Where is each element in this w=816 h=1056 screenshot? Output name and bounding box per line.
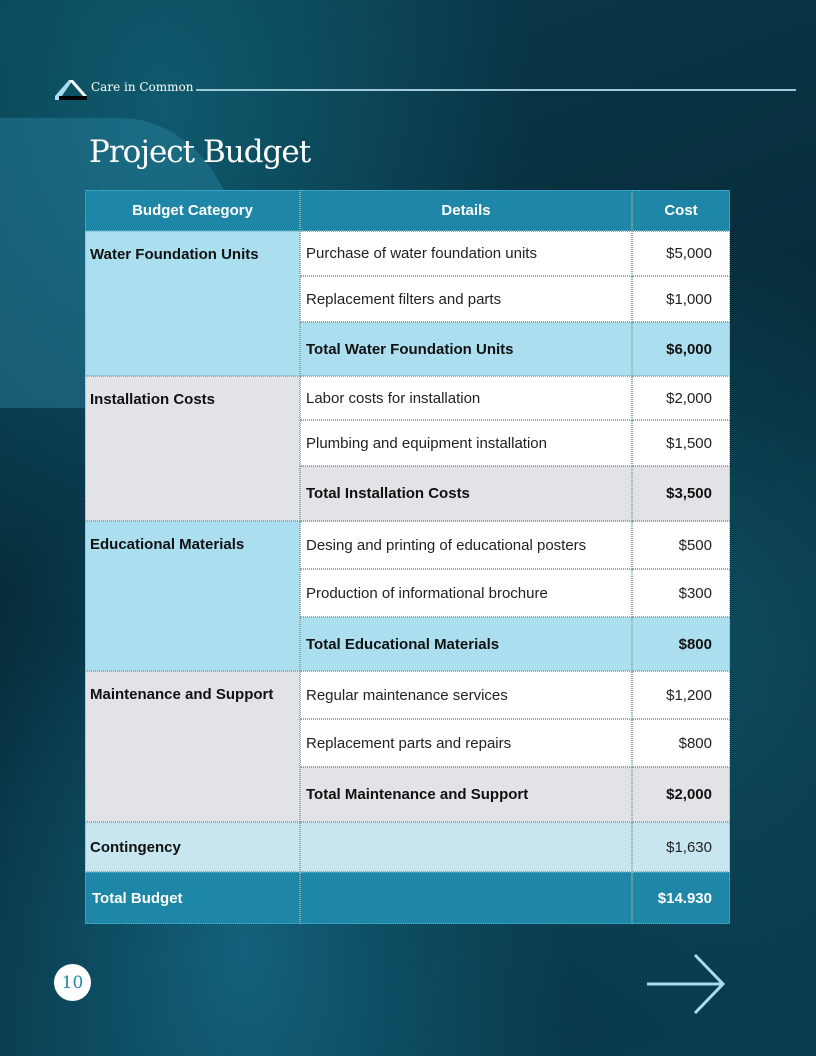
header-divider — [196, 89, 796, 91]
budget-group — [85, 521, 730, 671]
table-row — [300, 719, 730, 767]
contingency-cost: $1,630 — [632, 822, 730, 872]
contingency-detail — [300, 822, 632, 872]
cost-cell: $500 — [632, 521, 730, 569]
header-cost: Cost — [632, 190, 730, 231]
total-budget-cost: $14.930 — [632, 872, 730, 924]
subtotal-label: Total Educational Materials — [300, 617, 632, 671]
table-row — [300, 376, 730, 420]
subtotal-cost: $3,500 — [632, 466, 730, 521]
category-cell: Maintenance and Support — [85, 671, 300, 822]
header-details: Details — [300, 190, 632, 231]
subtotal-row — [300, 466, 730, 521]
cost-cell: $5,000 — [632, 231, 730, 276]
table-row — [300, 671, 730, 719]
budget-group — [85, 231, 730, 376]
category-cell: Educational Materials — [85, 521, 300, 671]
subtotal-cost: $2,000 — [632, 767, 730, 822]
detail-cell: Replacement filters and parts — [300, 276, 632, 322]
cost-cell: $1,500 — [632, 420, 730, 466]
table-row — [300, 276, 730, 322]
subtotal-label: Total Installation Costs — [300, 466, 632, 521]
cost-cell: $800 — [632, 719, 730, 767]
page-number: 10 — [54, 964, 91, 1001]
detail-cell: Replacement parts and repairs — [300, 719, 632, 767]
next-arrow-icon[interactable] — [645, 952, 727, 1016]
table-row — [300, 521, 730, 569]
subtotal-label: Total Water Foundation Units — [300, 322, 632, 376]
contingency-row — [85, 822, 730, 872]
cost-cell: $300 — [632, 569, 730, 617]
detail-cell: Plumbing and equipment installation — [300, 420, 632, 466]
subtotal-row — [300, 322, 730, 376]
cost-cell: $1,200 — [632, 671, 730, 719]
subtotal-label: Total Maintenance and Support — [300, 767, 632, 822]
table-row — [300, 420, 730, 466]
detail-cell: Desing and printing of educational posters — [300, 521, 632, 569]
detail-cell: Production of informational brochure — [300, 569, 632, 617]
budget-group — [85, 671, 730, 822]
subtotal-row — [300, 767, 730, 822]
subtotal-cost: $6,000 — [632, 322, 730, 376]
logo-icon — [55, 78, 87, 100]
total-budget-row — [85, 872, 730, 924]
detail-cell: Purchase of water foundation units — [300, 231, 632, 276]
brand-name: Care in Common — [91, 80, 194, 94]
subtotal-cost: $800 — [632, 617, 730, 671]
contingency-label: Contingency — [85, 822, 300, 872]
cost-cell: $1,000 — [632, 276, 730, 322]
detail-cell: Regular maintenance services — [300, 671, 632, 719]
category-cell: Installation Costs — [85, 376, 300, 521]
table-row — [300, 231, 730, 276]
page-title: Project Budget — [89, 134, 311, 170]
cost-cell: $2,000 — [632, 376, 730, 420]
table-row — [300, 569, 730, 617]
detail-cell: Labor costs for installation — [300, 376, 632, 420]
header-category: Budget Category — [85, 190, 300, 231]
category-cell: Water Foundation Units — [85, 231, 300, 376]
subtotal-row — [300, 617, 730, 671]
table-header — [85, 190, 730, 231]
budget-table — [85, 190, 730, 924]
budget-group — [85, 376, 730, 521]
total-budget-label: Total Budget — [85, 872, 300, 924]
total-budget-detail — [300, 872, 632, 924]
